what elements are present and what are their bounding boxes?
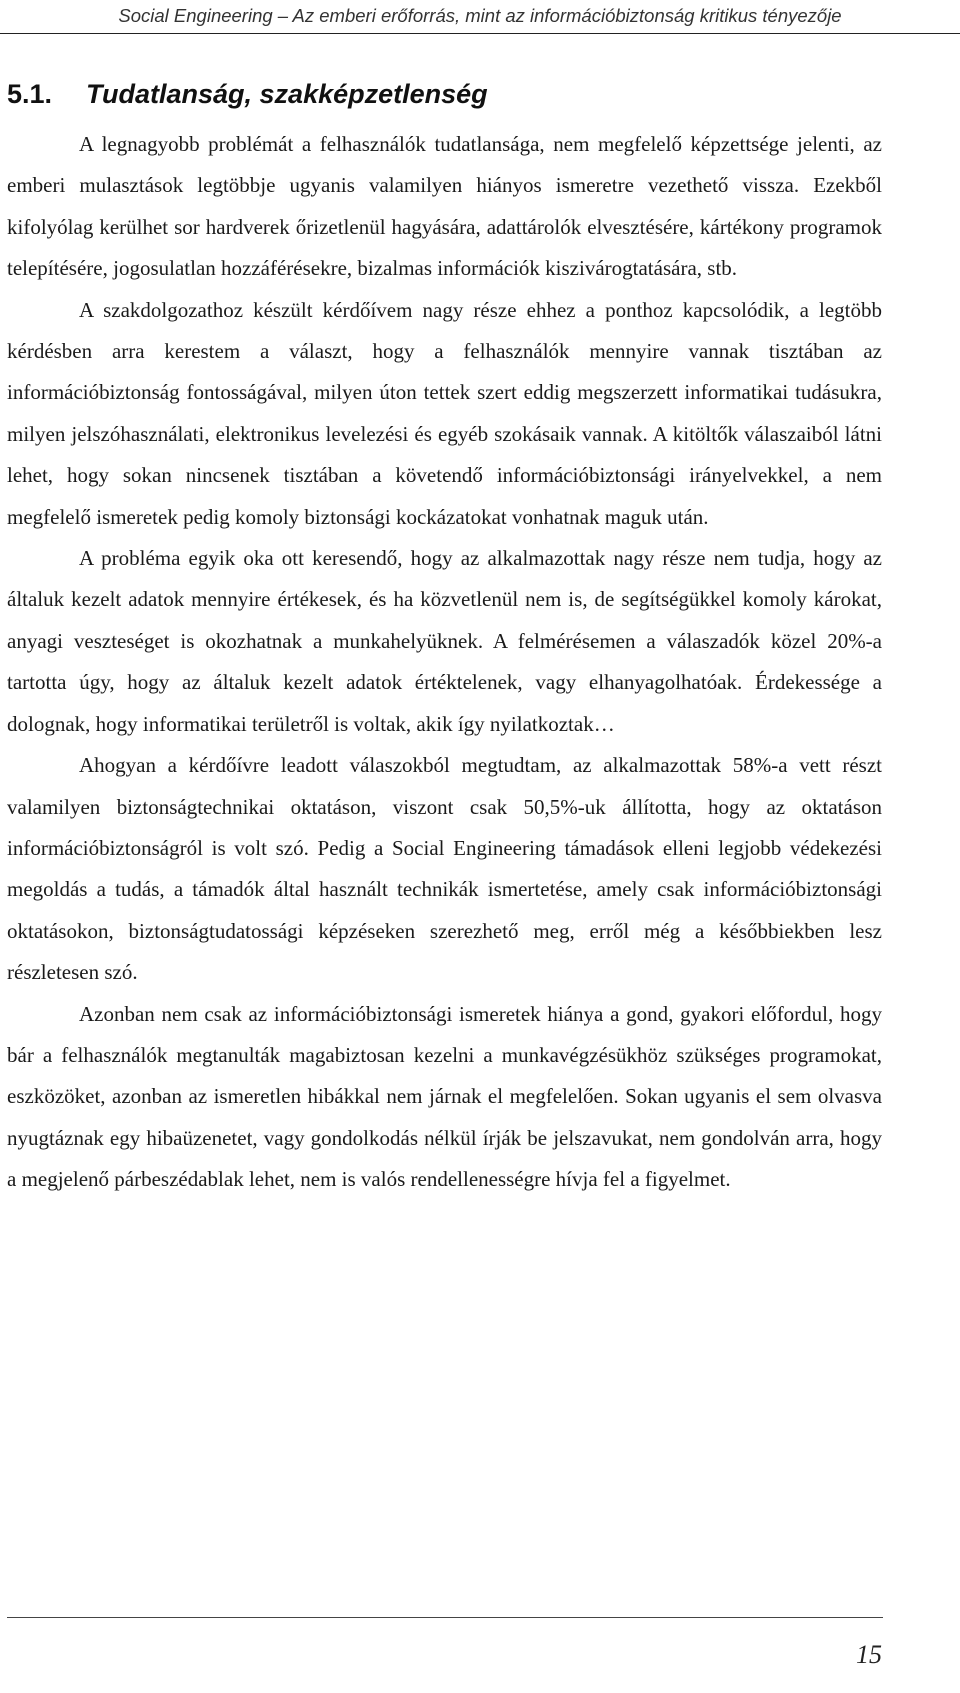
running-header: Social Engineering – Az emberi erőforrás, mint az információbiztonság kritikus tényezője — [118, 5, 842, 26]
body-text — [7, 124, 882, 1201]
paragraph: A szakdolgozathoz készült kérdőívem nagy része ehhez a ponthoz kapcsolódik, a legtöbb kérdésben arra kerestem a választ, hogy a felhasználók mennyire vannak tisztában az információbiztonság fontosságával, milyen úton tettek szert eddig megszerzett informatikai tudásukra, milyen jelszóhasználati, elektronikus levelezési és egyéb szokásaik vannak. A kitöltők válaszaiból látni lehet, hogy sokan nincsenek tisztában a követendő információbiztonsági irányelvekkel, a nem megfelelő ismeretek pedig komoly biztonsági kockázatokat vonhatnak maguk után. — [7, 297, 882, 529]
footer-divider — [7, 1617, 883, 1618]
paragraph: Ahogyan a kérdőívre leadott válaszokból megtudtam, az alkalmazottak 58%-a vett részt valamilyen biztonságtechnikai oktatáson, viszont csak 50,5%-uk állította, hogy az oktatáson információbiztonságról is volt szó. Pedig a Social Engineering támadások elleni legjobb védekezési megoldás a tudás, a támadók által használt technikák ismertetése, amely csak információbiztonsági oktatásokon, biztonságtudatossági képzéseken szerezhető meg, erről még a későbbiekben lesz részletesen szó. — [7, 753, 882, 985]
page-number: 15 — [856, 1640, 882, 1669]
paragraph: A probléma egyik oka ott keresendő, hogy az alkalmazottak nagy része nem tudja, hogy az általuk kezelt adatok mennyire értékesek, és ha közvetlenül nem is, de segítségükkel komoly károkat, anyagi veszteséget is okozhatnak a munkahelyüknek. A felmérésemen a válaszadók közel 20%-a tartotta úgy, hogy az általuk kezelt adatok értéktelenek, vagy elhanyagolhatóak. Érdekessége a dolognak, hogy informatikai területről is voltak, akik így nyilatkoztak… — [7, 546, 882, 736]
section-number: 5.1. — [7, 79, 53, 109]
paragraph: Azonban nem csak az információbiztonsági ismeretek hiánya a gond, gyakori előfordul, hogy bár a felhasználók megtanulták magabiztosan kezelni a munkavégzésükhöz szükséges programokat, eszközöket, azonban az ismeretlen hibákkal nem járnak el megfelelően. Sokan ugyanis el sem olvasva nyugtáznak egy hibaüzenetet, vagy gondolkodás nélkül írják be jelszavukat, nem gondolván arra, hogy a megjelenő párbeszédablak lehet, nem is valós rendellenességre hívja fel a figyelmet. — [7, 1001, 882, 1192]
section-heading — [7, 79, 488, 110]
paragraph: A legnagyobb problémát a felhasználók tudatlansága, nem megfelelő képzettsége jelenti, az emberi mulasztások legtöbbje ugyanis valamilyen hiányos ismeretre vezethető vissza. Ezekből kifolyólag kerülhet sor hardverek őrizetlenül hagyására, adattárolók elvesztésére, kártékony programok telepítésére, jogosulatlan hozzáférésekre, bizalmas információk kiszivárogtatására, stb. — [7, 132, 882, 281]
section-title: Tudatlanság, szakképzetlenség — [86, 79, 488, 109]
header-divider — [0, 33, 960, 34]
